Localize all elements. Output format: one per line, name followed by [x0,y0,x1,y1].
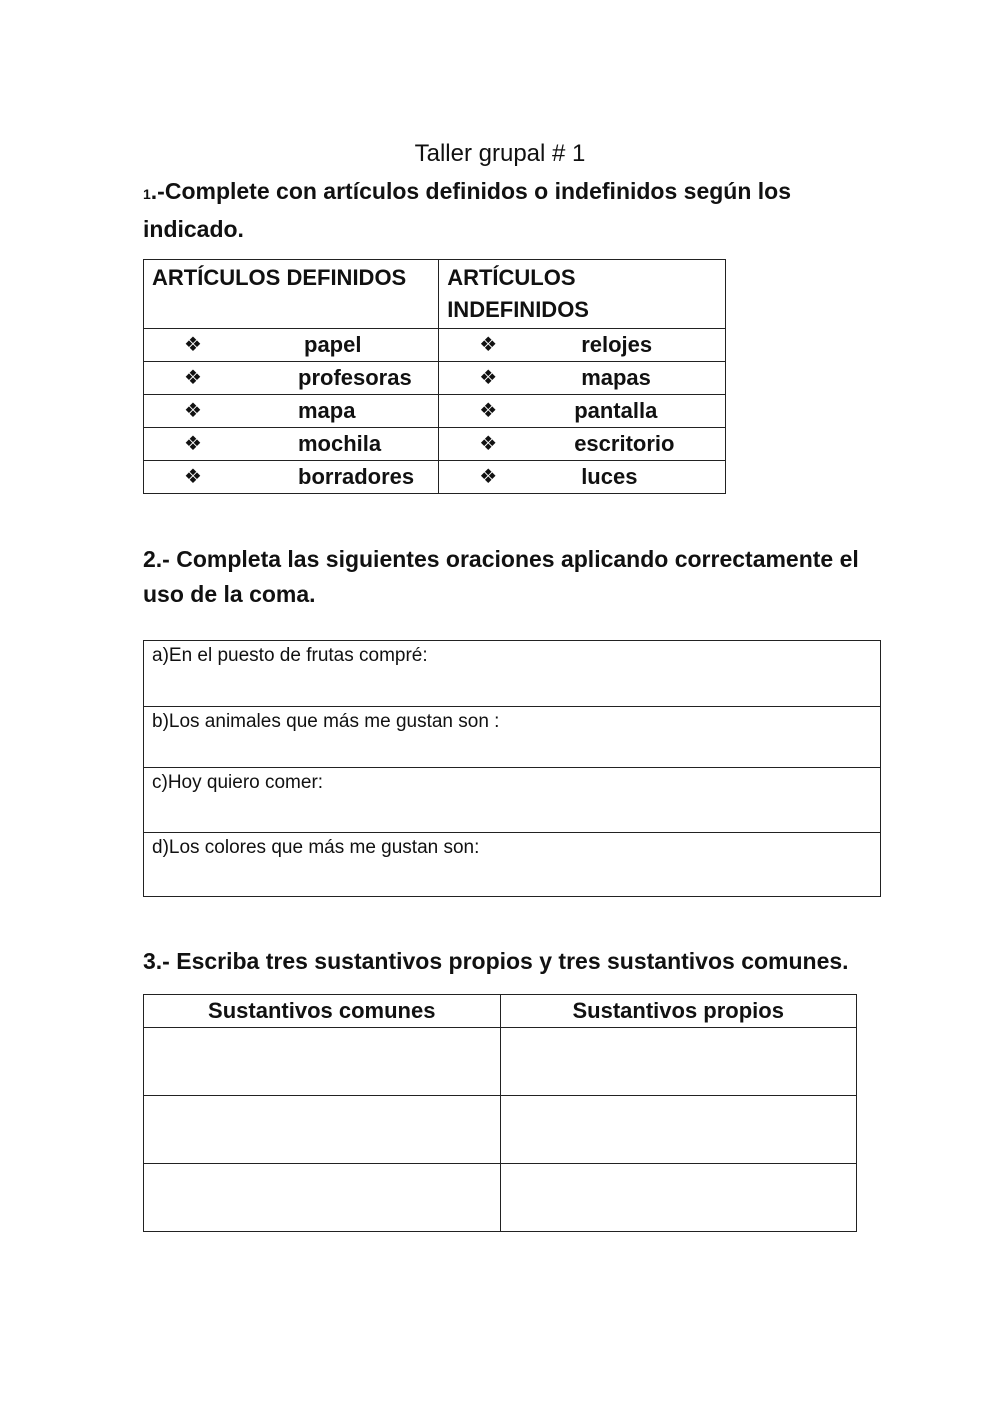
sentence-a[interactable]: a)En el puesto de frutas compré: [144,641,881,707]
sentence-c[interactable]: c)Hoy quiero comer: [144,768,881,833]
diamond-bullet-icon: ❖ [479,400,498,422]
table-row [144,395,726,428]
header-comunes: Sustantivos comunes [144,995,501,1028]
diamond-bullet-icon: ❖ [184,400,202,422]
question-2: 2.- Completa las siguientes oraciones aplicando correctamente el uso de la coma. [143,546,859,607]
table-row [144,768,881,833]
diamond-bullet-icon: ❖ [479,433,498,455]
sentence-b[interactable]: b)Los animales que más me gustan son : [144,707,881,768]
definido-word[interactable]: profesoras [298,365,412,390]
indefinido-word[interactable]: luces [581,464,638,489]
question-3: 3.- Escriba tres sustantivos propios y tres sustantivos comunes. [143,948,849,974]
sentence-d[interactable]: d)Los colores que más me gustan son: [144,833,881,897]
articles-table [143,259,726,494]
definido-word[interactable]: borradores [298,464,415,489]
nouns-table [143,994,857,1232]
question-1-number: 1 [143,186,151,202]
table-row [144,362,726,395]
header-propios: Sustantivos propios [500,995,857,1028]
table-row [144,833,881,897]
header-indefinidos: ARTÍCULOS INDEFINIDOS [439,260,726,329]
table-row [144,1096,857,1164]
answer-cell-propio[interactable] [500,1028,857,1096]
indefinido-word[interactable]: pantalla [574,398,658,423]
page-title: Taller grupal # 1 [414,140,586,167]
answer-cell-propio[interactable] [500,1164,857,1232]
diamond-bullet-icon: ❖ [184,466,202,488]
diamond-bullet-icon: ❖ [479,334,498,356]
diamond-bullet-icon: ❖ [479,367,498,389]
diamond-bullet-icon: ❖ [184,367,202,389]
table-row [144,707,881,768]
indefinido-word[interactable]: mapas [581,365,651,390]
table-row [144,329,726,362]
header-definidos: ARTÍCULOS DEFINIDOS [144,260,439,329]
answer-cell-comun[interactable] [144,1164,501,1232]
indefinido-word[interactable]: escritorio [574,431,675,456]
question-1-text-line2: indicado. [143,216,244,242]
diamond-bullet-icon: ❖ [479,466,498,488]
table-row [144,1164,857,1232]
answer-cell-comun[interactable] [144,1028,501,1096]
question-1 [143,174,843,247]
table-row [144,641,881,707]
diamond-bullet-icon: ❖ [184,433,202,455]
indefinido-word[interactable]: relojes [581,332,653,357]
definido-word[interactable]: mapa [298,398,356,423]
table-row [144,428,726,461]
question-1-text-line1: .-Complete con artículos definidos o indefinidos según los [150,178,792,204]
diamond-bullet-icon: ❖ [184,334,202,356]
definido-word[interactable]: mochila [298,431,382,456]
answer-cell-propio[interactable] [500,1096,857,1164]
sentences-table [143,640,881,897]
definido-word[interactable]: papel [304,332,362,357]
table-row [144,1028,857,1096]
table-row [144,461,726,494]
answer-cell-comun[interactable] [144,1096,501,1164]
